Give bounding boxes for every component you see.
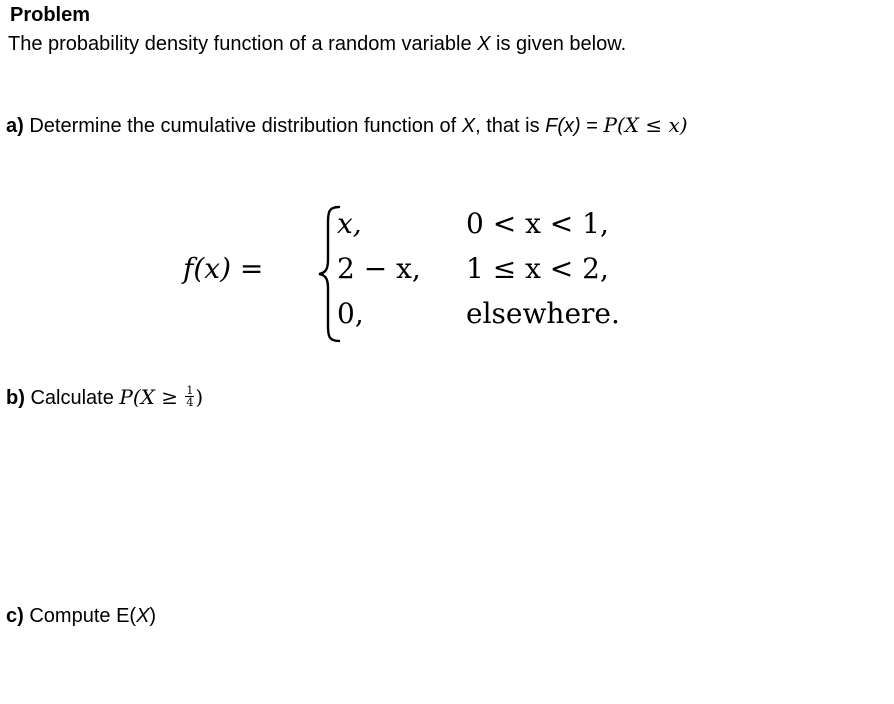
part-b-question: [6, 385, 203, 410]
case-2-condition: 1 ≤ x < 2,: [466, 252, 609, 285]
case-1-expr: x,: [337, 207, 362, 240]
pdf-lhs: f(x) =: [183, 252, 264, 285]
problem-title: Problem: [10, 4, 91, 26]
case-3-condition: elsewhere.: [466, 297, 620, 330]
part-a-cdf: F(x): [545, 115, 581, 137]
part-c-text: Compute E(: [23, 605, 137, 627]
part-a-text-mid: , that is: [475, 115, 546, 137]
part-a-math: P(X ≤ x): [603, 113, 688, 137]
part-b-math-prefix: P(X ≥: [119, 385, 185, 409]
fraction-numerator: 1: [186, 384, 194, 398]
fraction-denominator: 4: [186, 396, 194, 410]
part-a-label: a): [6, 115, 24, 137]
intro-variable: X: [477, 33, 491, 55]
intro-text-before: The probability density function of a random variable: [8, 33, 478, 55]
part-c-label: c): [6, 605, 24, 627]
part-c-question: [6, 605, 156, 628]
case-2-expr: 2 − x,: [337, 252, 421, 285]
part-b-math-suffix: ): [195, 385, 204, 409]
part-b-text: Calculate: [24, 387, 120, 409]
part-a-text: Determine the cumulative distribution function of: [23, 115, 462, 137]
case-3-expr: 0,: [337, 297, 364, 330]
part-a-equals: =: [580, 115, 604, 137]
part-b-fraction: [185, 385, 194, 408]
problem-intro: [8, 33, 626, 56]
case-1-condition: 0 < x < 1,: [466, 207, 609, 240]
intro-text-after: is given below.: [490, 33, 627, 55]
part-a-variable: X: [461, 115, 476, 137]
part-c-close: ): [149, 605, 157, 627]
part-c-variable: X: [136, 605, 150, 627]
part-a-question: [6, 113, 688, 138]
part-b-label: b): [6, 387, 25, 409]
